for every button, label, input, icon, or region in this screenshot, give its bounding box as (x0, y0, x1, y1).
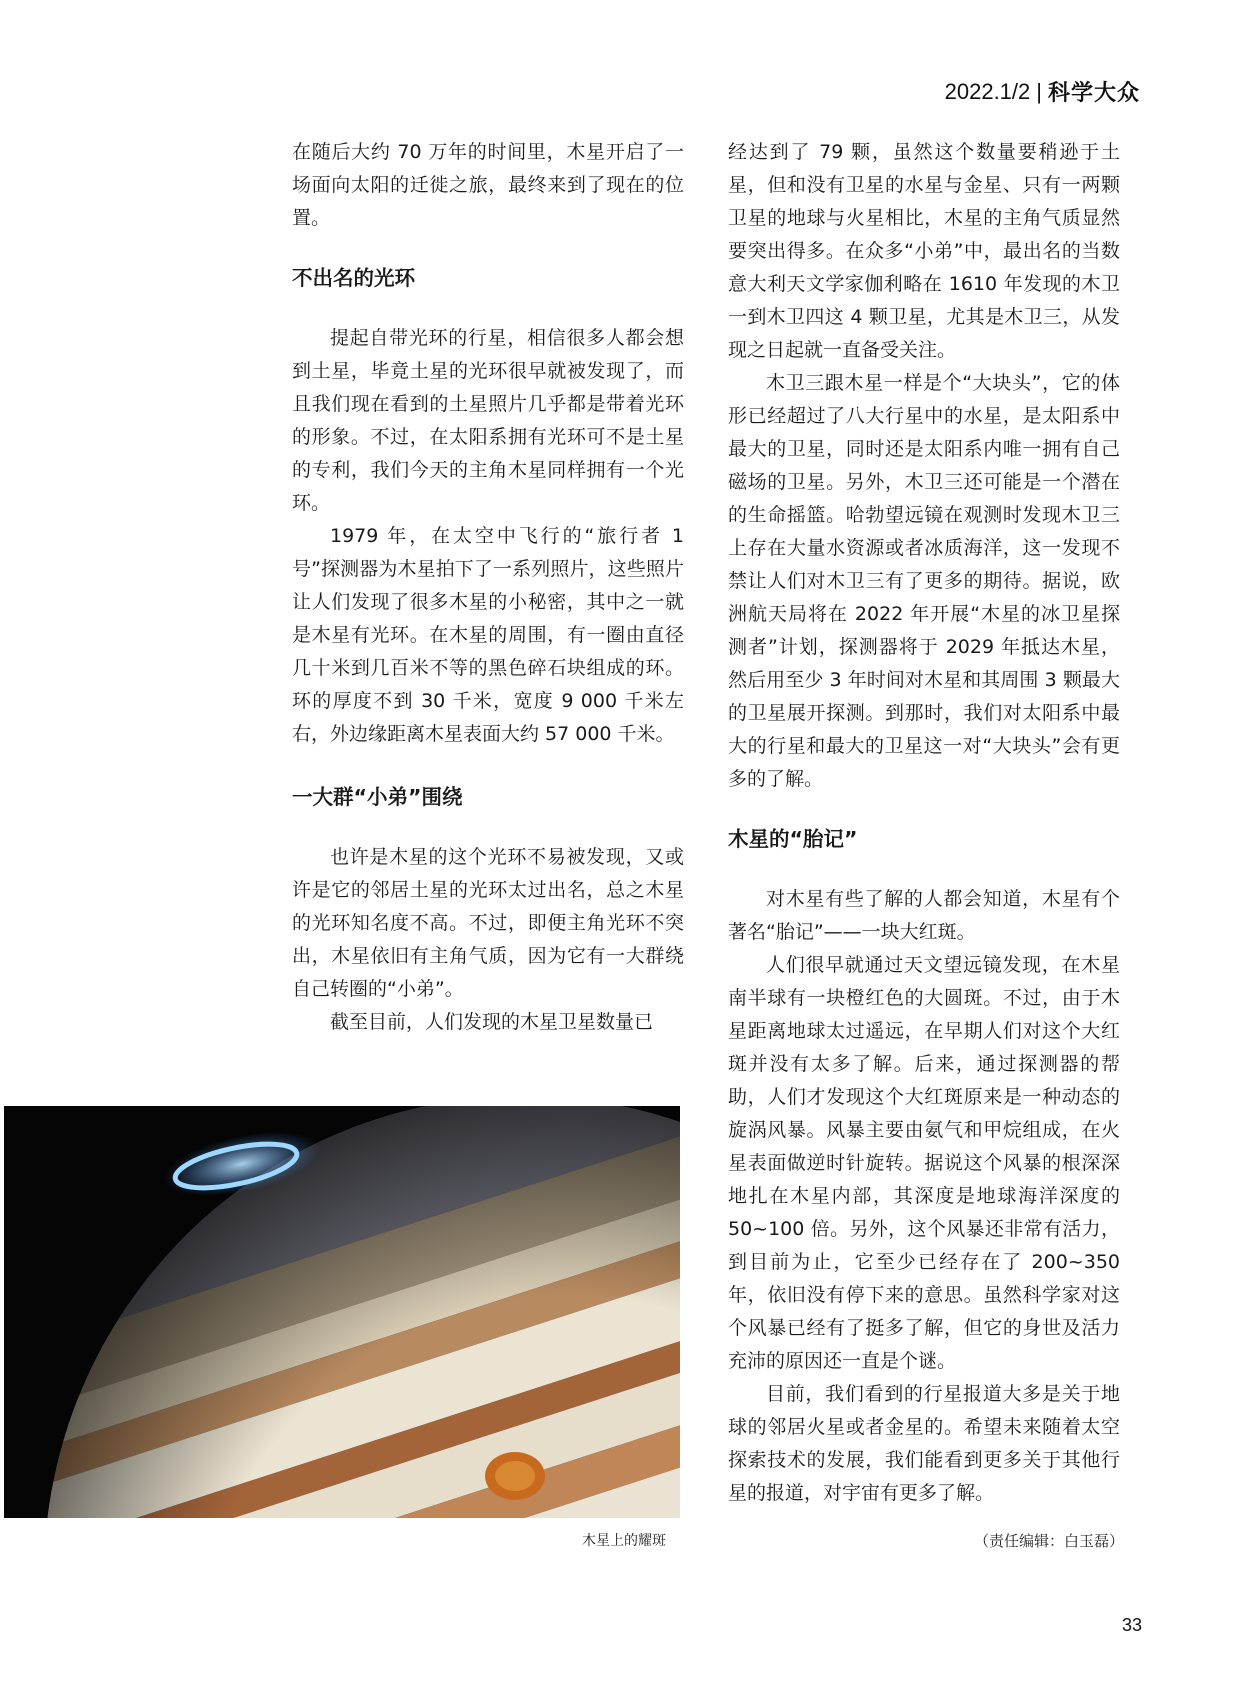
editor-credit: （责任编辑：白玉磊） (973, 1532, 1124, 1550)
photo-caption: 木星上的耀斑 (582, 1533, 666, 1549)
magazine-logo: 科学大众 (1047, 80, 1140, 106)
right-column (728, 136, 1120, 1510)
issue-date: 2022.1/2 (944, 78, 1031, 104)
paragraph: 人们很早就通过天文望远镜发现，在木星南半球有一块橙红色的大圆斑。不过，由于木星距离地球太过遥远，在早期人们对这个大红斑并没有太多了解。后来，通过探测器的帮助，人们才发现这个大红斑原来是一种动态的旋涡风暴。风暴主要由氨气和甲烷组成，在火星表面做逆时针旋转。据说这个风暴的根深深地扎在木星内部，其深度是地球海洋深度的 50~100 倍。另外，这个风暴还非常有活力，到目前为止，它至少已经存在了 200~350 年，依旧没有停下来的意思。虽然科学家对这个风暴已经有了挺多了解，但它的身世及活力充沛的原因还一直是个谜。 (728, 954, 1120, 1372)
paragraph: 提起自带光环的行星，相信很多人都会想到土星，毕竟土星的光环很早就被发现了，而且我们现在看到的土星照片几乎都是带着光环的形象。不过，在太阳系拥有光环可不是土星的专利，我们今天的主角木星同样拥有一个光环。 (292, 327, 684, 514)
paragraph: 也许是木星的这个光环不易被发现，又或许是它的邻居土星的光环太过出名，总之木星的光环知名度不高。不过，即便主角光环不突出，木星依旧有主角气质，因为它有一大群绕自己转圈的“小弟”。 (292, 846, 684, 1000)
paragraph: 1979 年，在太空中飞行的“旅行者 1 号”探测器为木星拍下了一系列照片，这些照片让人们发现了很多木星的小秘密，其中之一就是木星有光环。在木星的周围，有一圈由直径几十米到几百米不等的黑色碎石块组成的环。环的厚度不到 30 千米，宽度 9 000 千米左右，外边缘距离木星表面大约 57 000 千米。 (292, 525, 684, 745)
paragraph: 目前，我们看到的行星报道大多是关于地球的邻居火星或者金星的。希望未来随着太空探索技术的发展，我们能看到更多关于其他行星的报道，对宇宙有更多了解。 (728, 1383, 1120, 1504)
section-heading-ring: 不出名的光环 (292, 266, 415, 290)
paragraph: 经达到了 79 颗，虽然这个数量要稍逊于土星，但和没有卫星的水星与金星、只有一两颗卫星的地球与火星相比，木星的主角气质显然要突出得多。在众多“小弟”中，最出名的当数意大利天文学家伽利略在 1610 年发现的木卫一到木卫四这 4 颗卫星，尤其是木卫三，从发现之日起就一直备受关注。 (728, 141, 1120, 361)
jupiter-photo (4, 1106, 680, 1518)
jupiter-illustration (4, 1106, 680, 1518)
paragraph: 木卫三跟木星一样是个“大块头”，它的体形已经超过了八大行星中的水星，是太阳系中最大的卫星，同时还是太阳系内唯一拥有自己磁场的卫星。另外，木卫三还可能是一个潜在的生命摇篮。哈勃望远镜在观测时发现木卫三上存在大量水资源或者冰质海洋，这一发现不禁让人们对木卫三有了更多的期待。据说，欧洲航天局将在 2022 年开展“木星的冰卫星探测者”计划，探测器将于 2029 年抵达木星，然后用至少 3 年时间对木星和其周围 3 颗最大的卫星展开探测。到那时，我们对太阳系中最大的行星和最大的卫星这一对“大块头”会有更多的了解。 (728, 372, 1120, 790)
paragraph: 对木星有些了解的人都会知道，木星有个著名“胎记”——一块大红斑。 (728, 888, 1120, 943)
header-separator: | (1036, 78, 1042, 104)
section-heading-birthmark: 木星的“胎记” (728, 827, 858, 851)
page-header (945, 76, 1140, 107)
paragraph: 在随后大约 70 万年的时间里，木星开启了一场面向太阳的迁徙之旅，最终来到了现在的位置。 (292, 141, 684, 229)
left-column (292, 136, 684, 1039)
paragraph: 截至目前，人们发现的木星卫星数量已 (330, 1011, 654, 1033)
section-heading-moons: 一大群“小弟”围绕 (292, 785, 463, 809)
page-number: 33 (1121, 1615, 1142, 1635)
